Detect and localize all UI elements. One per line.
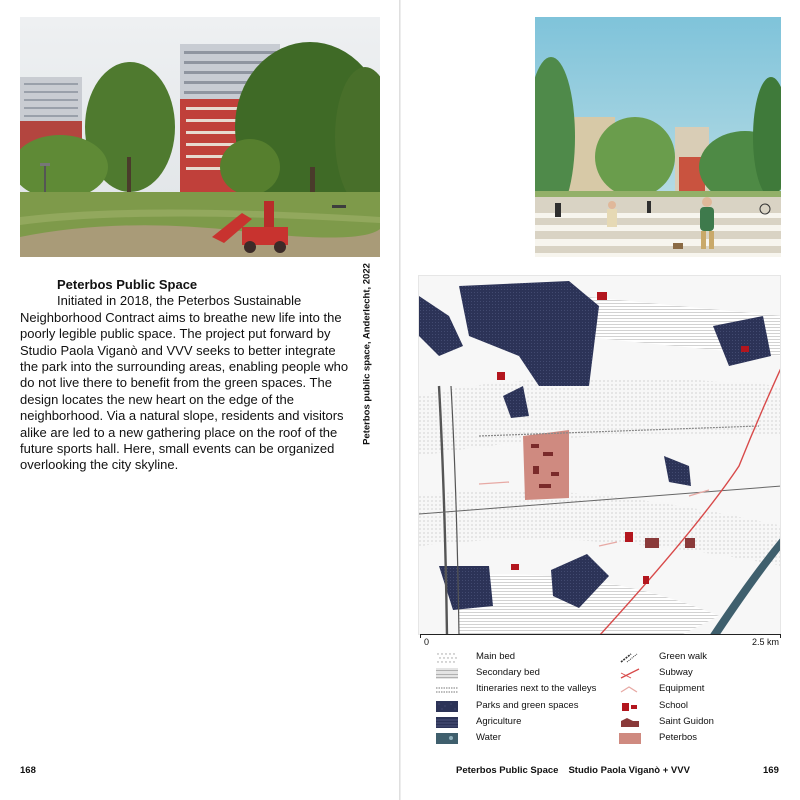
- legend-label: School: [659, 699, 689, 711]
- saint-guidon-icon: [619, 717, 641, 728]
- legend-item: [436, 682, 606, 698]
- secondary-bed-icon: [436, 668, 458, 679]
- article-title: Peterbos Public Space: [57, 277, 198, 292]
- scale-line: [420, 634, 781, 635]
- street-illustration-drawing: [535, 17, 781, 257]
- peterbos-icon: [619, 733, 641, 744]
- park-photo: [20, 17, 380, 257]
- school-icon: [619, 701, 641, 712]
- street-illustration: [535, 17, 781, 257]
- park-photo-drawing: [20, 17, 380, 257]
- running-head-section: Peterbos Public Space: [456, 765, 559, 776]
- scale-start-label: 0: [424, 637, 430, 647]
- map-legend: [436, 650, 781, 750]
- legend-item: [436, 666, 606, 682]
- green-walk-icon: [619, 652, 641, 663]
- legend-item: [436, 715, 606, 731]
- legend-label: Subway: [659, 667, 693, 679]
- legend-label: Secondary bed: [476, 667, 540, 679]
- article-body: Initiated in 2018, the Peterbos Sustainable Neighborhood Contract aims to breathe new life into the poorly legible public space. The project put forward by Studio Paola Viganò and VVV seeks to better integrate the park into the surrounding areas, enabling people who do not live there to benefit from the green spaces. The design locates the new heart on the edge of the neighborhood. Via a natural slope, residents and visitors alike are led to a new gathering place on the roof of the future sports hall. Here, small events can be organized overlooking the city skyline.: [20, 293, 349, 473]
- legend-column-2: [619, 650, 789, 747]
- page-number-left: 168: [20, 765, 36, 776]
- legend-column-1: [436, 650, 606, 747]
- page-number-right: 169: [763, 765, 779, 776]
- scale-end-label: 2.5 km: [751, 637, 779, 647]
- legend-label: Itineraries next to the valleys: [476, 683, 597, 695]
- legend-label: Main bed: [476, 651, 516, 662]
- page-gutter: [399, 0, 401, 800]
- main-bed-icon: [436, 652, 458, 663]
- legend-item: [619, 731, 789, 747]
- map-scale-bar: [418, 634, 781, 650]
- itineraries-icon: [436, 684, 458, 695]
- equipment-icon: [619, 684, 641, 695]
- scale-tick-start: [420, 634, 421, 638]
- legend-label: Saint Guidon: [659, 715, 714, 727]
- site-map-drawing: [419, 276, 781, 635]
- site-map: [418, 275, 781, 635]
- legend-label: Agriculture: [476, 715, 522, 727]
- legend-item: [619, 682, 789, 698]
- legend-label: Parks and green spaces: [476, 699, 579, 711]
- legend-label: Equipment: [659, 683, 705, 695]
- legend-item: [619, 666, 789, 682]
- subway-icon: [619, 668, 641, 679]
- article: [20, 277, 350, 474]
- agriculture-icon: [436, 717, 458, 728]
- legend-item: [436, 731, 606, 747]
- scale-tick-end: [780, 634, 781, 638]
- water-icon: [436, 733, 458, 744]
- legend-item: [619, 715, 789, 731]
- running-head: [456, 765, 690, 776]
- legend-label: Water: [476, 731, 501, 743]
- photo-caption-vertical: [360, 262, 374, 446]
- legend-label: Green walk: [659, 651, 708, 662]
- running-head-authors: Studio Paola Viganò + VVV: [568, 765, 690, 776]
- photo-caption-text: Peterbos public space, Anderlecht, 2022: [361, 263, 373, 445]
- legend-item: [619, 699, 789, 715]
- parks-icon: [436, 701, 458, 712]
- legend-item: [436, 650, 606, 666]
- legend-label: Peterbos: [659, 731, 698, 743]
- legend-item: [436, 699, 606, 715]
- legend-item: [619, 650, 789, 666]
